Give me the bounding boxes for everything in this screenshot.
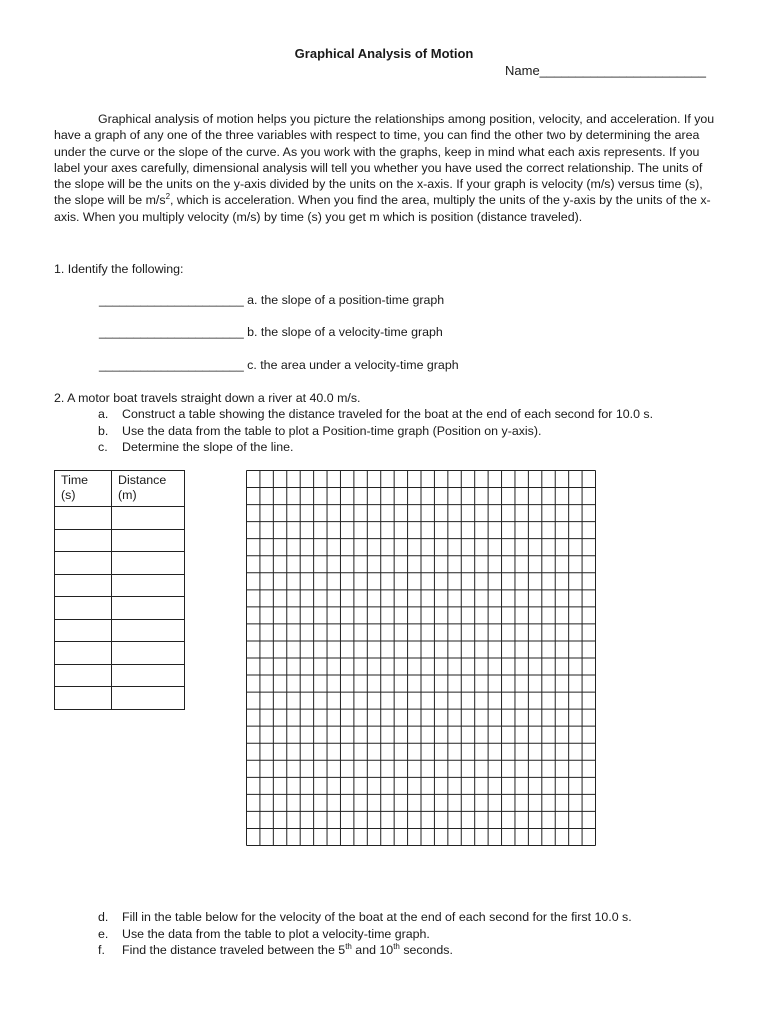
question-2a-text: Construct a table showing the distance traveled for the boat at the end of each second for 10.0 s. <box>122 407 654 421</box>
table-row <box>55 597 185 620</box>
time-cell[interactable] <box>55 574 112 597</box>
question-2a <box>98 407 653 421</box>
question-2e <box>98 927 430 941</box>
distance-cell[interactable] <box>112 597 185 620</box>
answer-blank-1c[interactable]: _____________________ <box>99 358 244 372</box>
part-letter-a: a. <box>98 407 109 421</box>
time-header-label: Time <box>61 473 89 487</box>
time-column-header <box>55 471 112 507</box>
part-letter-e: e. <box>98 927 109 941</box>
time-cell[interactable] <box>55 642 112 665</box>
table-header-row <box>55 471 185 507</box>
time-cell[interactable] <box>55 664 112 687</box>
question-1a-text: a. the slope of a position-time graph <box>243 293 445 307</box>
distance-column-header <box>112 471 185 507</box>
intro-superscript: 2 <box>165 192 171 202</box>
superscript-th-2: th <box>393 941 400 951</box>
graph-paper-grid[interactable] <box>246 470 598 848</box>
name-field[interactable]: Name_______________________ <box>505 63 706 78</box>
answer-blank-1a[interactable]: _____________________ <box>99 293 244 307</box>
distance-cell[interactable] <box>112 642 185 665</box>
distance-cell[interactable] <box>112 574 185 597</box>
question-2b-text: Use the data from the table to plot a Position-time graph (Position on y-axis). <box>122 424 542 438</box>
intro-paragraph <box>54 111 716 225</box>
table-row <box>55 664 185 687</box>
time-cell[interactable] <box>55 552 112 575</box>
question-2d <box>98 910 632 924</box>
answer-blank-1b[interactable]: _____________________ <box>99 325 244 339</box>
distance-cell[interactable] <box>112 619 185 642</box>
distance-cell[interactable] <box>112 664 185 687</box>
table-row <box>55 619 185 642</box>
question-2f <box>98 943 453 957</box>
distance-cell[interactable] <box>112 687 185 710</box>
intro-tail: , which is acceleration. When you find the area, multiply the units of the y-axis by the units of the x-axis. When you multiply velocity (m/s) by time (s) you get m which is position (distance traveled). <box>54 193 711 224</box>
time-header-unit: (s) <box>61 488 76 502</box>
time-cell[interactable] <box>55 529 112 552</box>
question-1b-text: b. the slope of a velocity-time graph <box>243 325 443 339</box>
part-letter-b: b. <box>98 424 109 438</box>
question-1-prompt: 1. Identify the following: <box>54 262 184 276</box>
distance-cell[interactable] <box>112 507 185 530</box>
table-row <box>55 642 185 665</box>
question-2b <box>98 424 541 438</box>
question-2f-text-a: Find the distance traveled between the 5 <box>122 943 346 957</box>
distance-cell[interactable] <box>112 552 185 575</box>
time-cell[interactable] <box>55 507 112 530</box>
question-2f-text-c: seconds. <box>399 943 453 957</box>
part-letter-d: d. <box>98 910 109 924</box>
question-1c <box>99 358 459 372</box>
table-row <box>55 574 185 597</box>
question-2c <box>98 440 294 454</box>
time-cell[interactable] <box>55 687 112 710</box>
question-2c-text: Determine the slope of the line. <box>122 440 294 454</box>
question-2-prompt: 2. A motor boat travels straight down a river at 40.0 m/s. <box>54 391 361 405</box>
question-1a <box>99 293 444 307</box>
table-row <box>55 687 185 710</box>
part-letter-f: f. <box>98 943 105 957</box>
table-row <box>55 552 185 575</box>
part-letter-c: c. <box>98 440 108 454</box>
table-row <box>55 529 185 552</box>
page-title: Graphical Analysis of Motion <box>294 46 474 61</box>
distance-header-unit: (m) <box>118 488 137 502</box>
intro-text: Graphical analysis of motion helps you picture the relationships among position, velocity, and acceleration. If you have a graph of any one of the three variables with respect to time, you can find the other two by determining the area under the curve or the slope of the curve. As you work with the graphs, keep in mind what each axis represents. If you label your axes carefully, dimensional analysis will tell you whether you have used the correct relationship. The units of the slope will be the units on the y-axis divided by the units on the x-axis. If your graph is velocity (m/s) versus time (s), the slope will be m/s <box>54 112 715 208</box>
time-distance-table <box>54 470 185 710</box>
question-2d-text: Fill in the table below for the velocity of the boat at the end of each second for the first 10.0 s. <box>122 910 632 924</box>
question-1b <box>99 325 443 339</box>
table-row <box>55 507 185 530</box>
question-2e-text: Use the data from the table to plot a velocity-time graph. <box>122 927 430 941</box>
distance-header-label: Distance <box>118 473 167 487</box>
time-cell[interactable] <box>55 597 112 620</box>
time-cell[interactable] <box>55 619 112 642</box>
question-1c-text: c. the area under a velocity-time graph <box>243 358 459 372</box>
superscript-th-1: th <box>345 941 352 951</box>
question-2f-text-b: and 10 <box>351 943 394 957</box>
distance-cell[interactable] <box>112 529 185 552</box>
